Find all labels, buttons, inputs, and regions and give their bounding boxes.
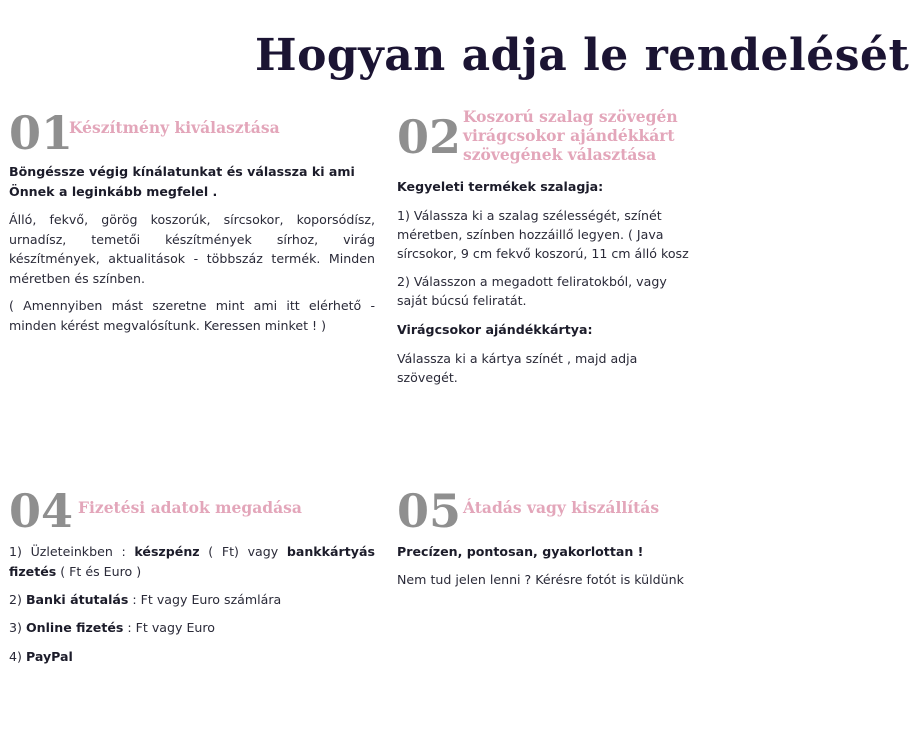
step-intro: Böngéssze végig kínálatunkat és válassza ki ami Önnek a leginkább megfelel . <box>9 164 355 199</box>
step-number: 02 <box>397 110 462 164</box>
step-number: 05 <box>397 484 462 538</box>
step-body-line: 1) Válassza ki a szalag szélességét, színét <box>397 208 662 223</box>
step-heading-line: szövegének választása <box>463 145 657 164</box>
step-heading-line: virágcsokor ajándékkárt <box>463 126 675 145</box>
step-body-line: 2) Válasszon a megadott feliratokból, vagy <box>397 274 667 289</box>
payment-item: 3) Online fizetés : Ft vagy Euro <box>9 620 216 635</box>
payment-item: 2) Banki átutalás : Ft vagy Euro számlára <box>9 592 282 607</box>
step-body-line: szövegét. <box>397 370 458 385</box>
step-heading: Átadás vagy kiszállítás <box>463 498 660 517</box>
step-subheading: Precízen, pontosan, gyakorlottan ! <box>397 544 644 559</box>
step-number: 04 <box>9 484 74 538</box>
step-body-line: Válassza ki a kártya színét , majd adja <box>397 351 638 366</box>
step-note: ( Amennyiben mást szeretne mint ami itt elérhető - minden kérést megvalósítunk. Keressen minket ! ) <box>9 298 375 333</box>
payment-item: 4) PayPal <box>9 649 73 664</box>
payment-item: 1) Üzleteinkben : készpénz ( Ft) vagy bankkártyás fizetés ( Ft és Euro ) <box>9 544 375 579</box>
step-body: Álló, fekvő, görög koszorúk, sírcsokor, koporsódísz, urnadísz, temetői készítmények sírhoz, virág készítmények, aktualitások - többszáz termék. Minden méretben és színben. <box>9 212 375 286</box>
page-title: Hogyan adja le rendelését <box>255 30 909 81</box>
step-body: Nem tud jelen lenni ? Kérésre fotót is küldünk <box>397 572 684 587</box>
step-heading: Fizetési adatok megadása <box>78 498 302 517</box>
step-number: 01 <box>9 106 74 160</box>
step-body-line: saját búcsú feliratát. <box>397 293 527 308</box>
step-heading-line: Koszorú szalag szövegén <box>463 107 678 126</box>
step-heading: Készítmény kiválasztása <box>69 118 280 137</box>
step-subheading: Virágcsokor ajándékkártya: <box>397 322 593 337</box>
step-body-line: méretben, színben hozzáillő legyen. ( Java <box>397 227 664 242</box>
step-subheading: Kegyeleti termékek szalagja: <box>397 179 604 194</box>
step-body-line: sírcsokor, 9 cm fekvő koszorú, 11 cm álló kosz <box>397 246 689 261</box>
